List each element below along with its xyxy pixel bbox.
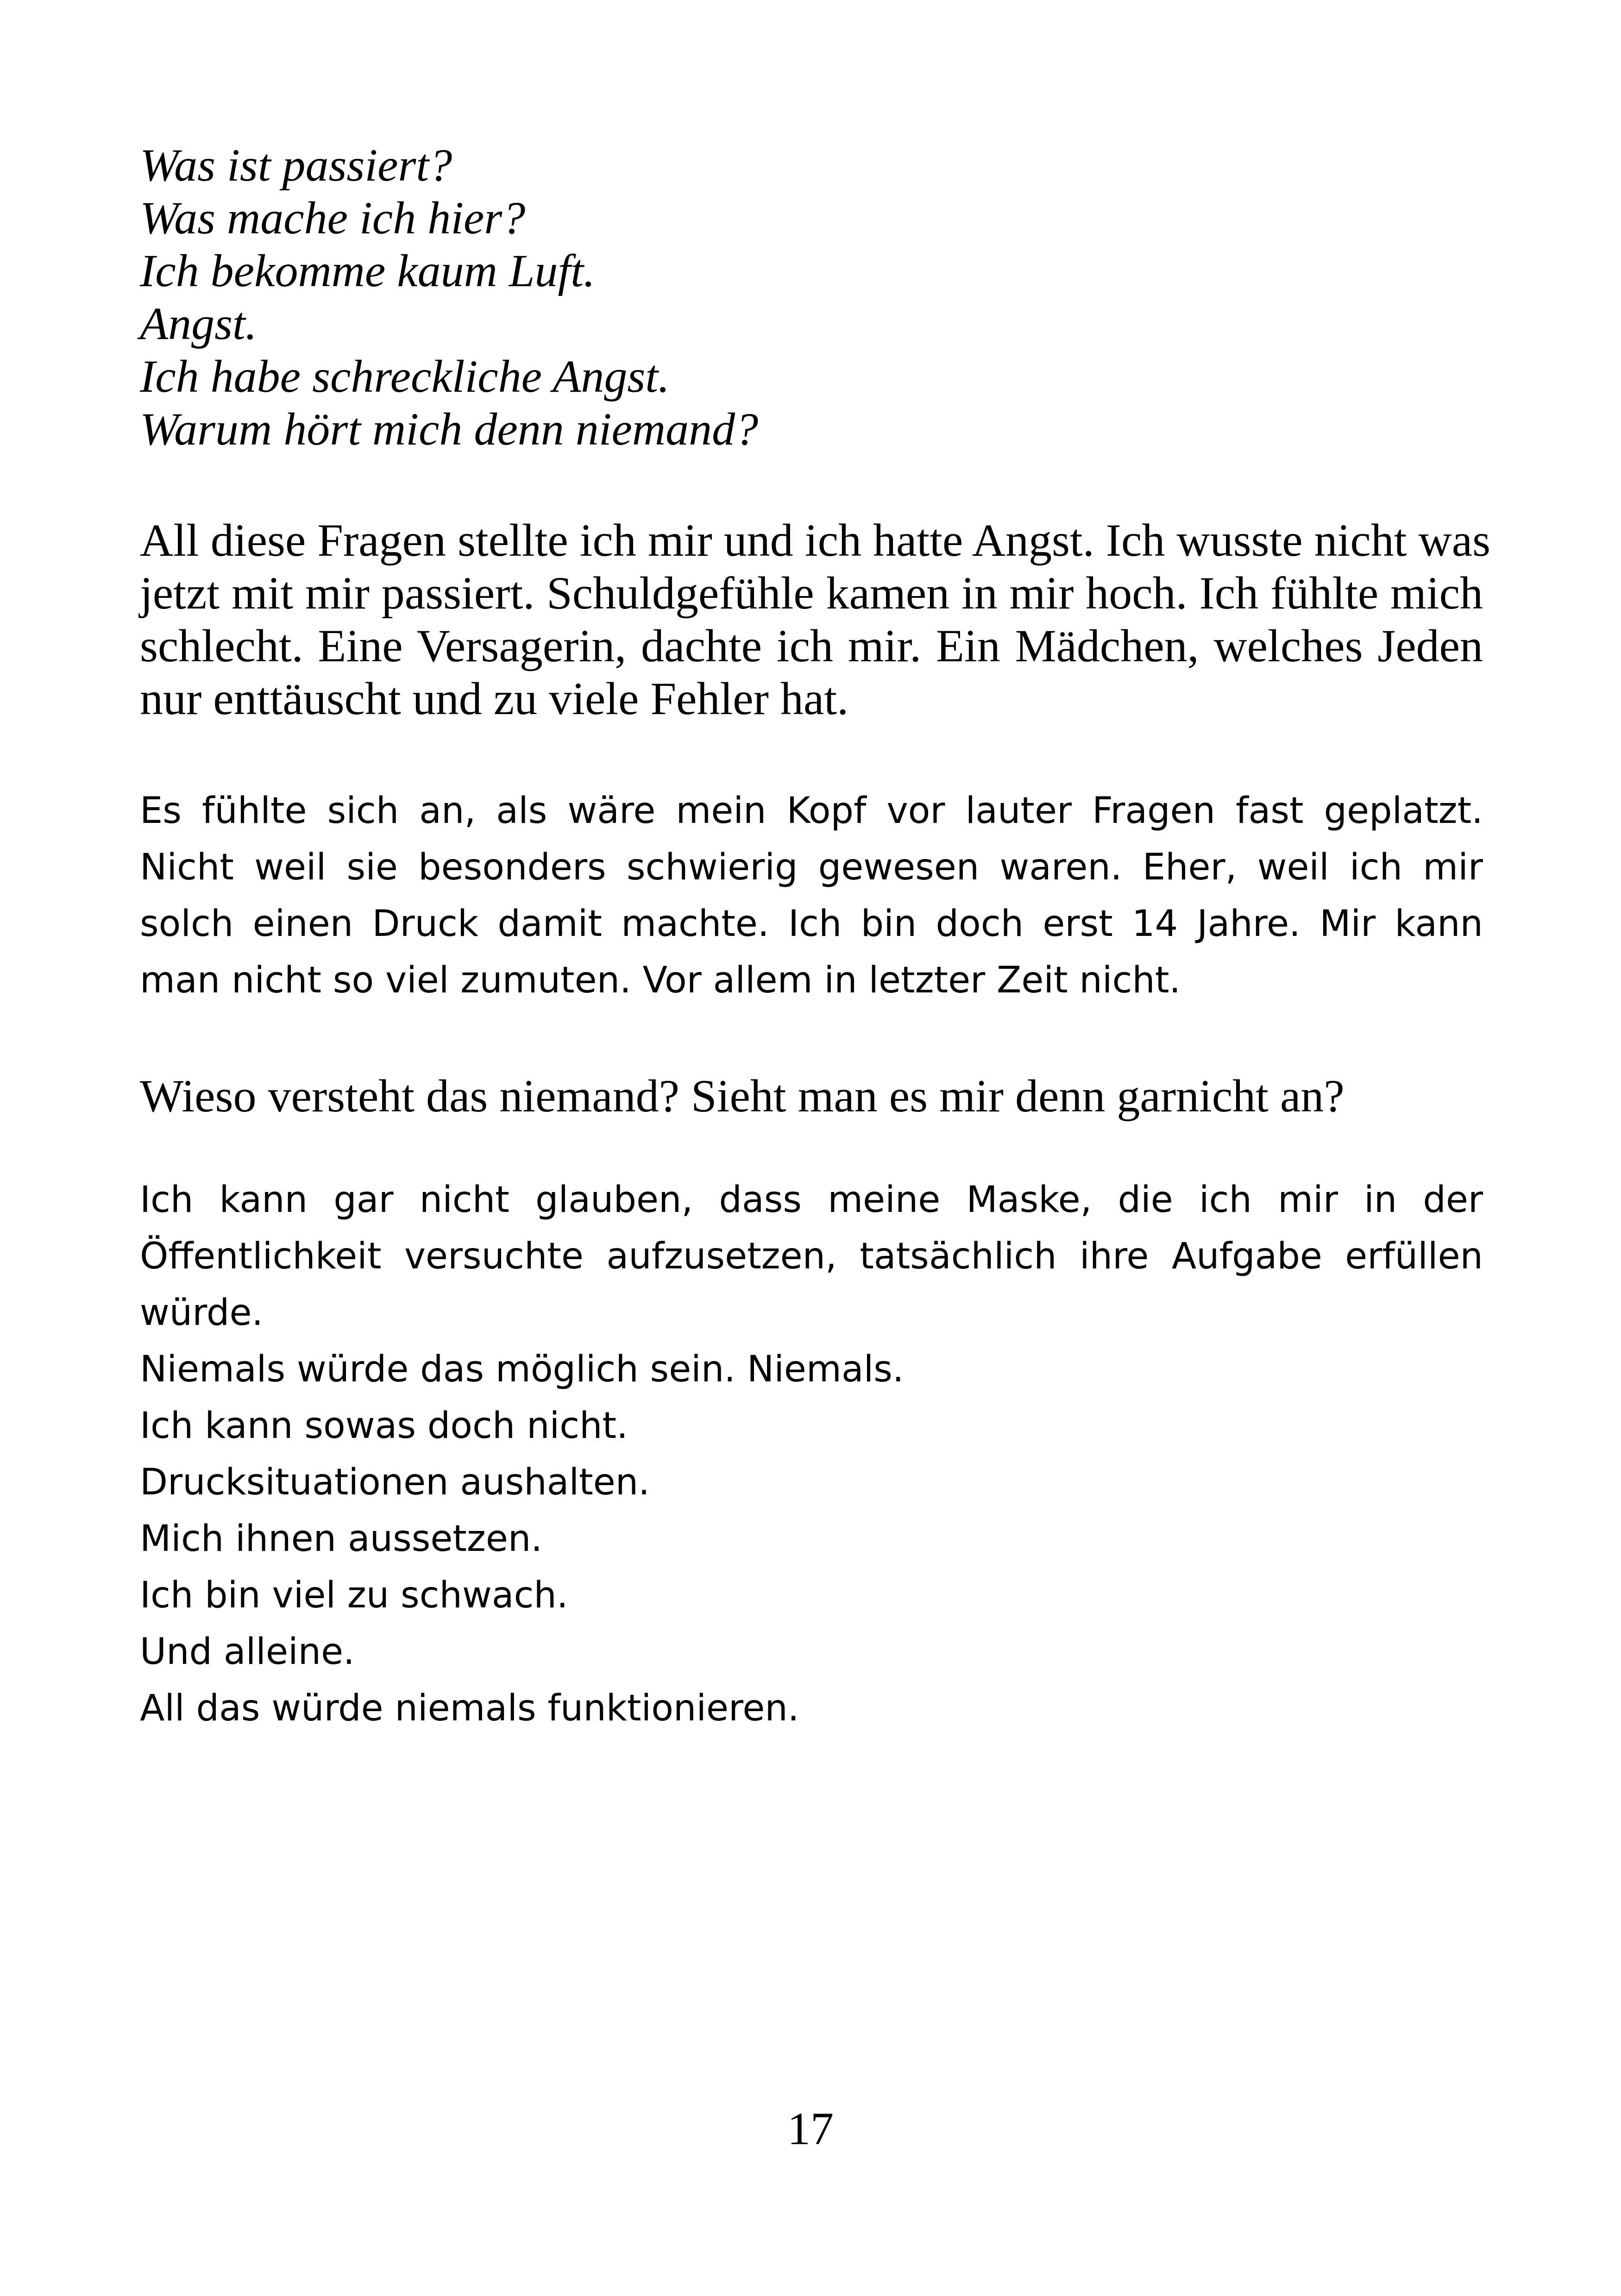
paragraph-line: Niemals würde das möglich sein. Niemals.	[140, 1349, 904, 1390]
paragraph-serif-1	[140, 514, 1491, 725]
paragraph-line: Wieso versteht das niemand? Sieht man es mir denn garnicht an?	[140, 1070, 1345, 1122]
verse-line: Was ist passiert?	[140, 139, 452, 191]
verse-line: Ich bekomme kaum Luft.	[140, 245, 596, 296]
paragraph-line: nur enttäuscht und zu viele Fehler hat.	[140, 673, 849, 724]
paragraph-line: schlecht. Eine Versagerin, dachte ich mir. Ein Mädchen, welches Jeden	[140, 620, 1483, 671]
paragraph-line: solch einen Druck damit machte. Ich bin doch erst 14 Jahre. Mir kann	[140, 903, 1483, 945]
verse-line: Warum hört mich denn niemand?	[140, 403, 759, 455]
paragraph-line: Ich kann gar nicht glauben, dass meine Maske, die ich mir in der	[140, 1179, 1483, 1221]
paragraph-line: Nicht weil sie besonders schwierig gewesen waren. Eher, weil ich mir	[140, 847, 1483, 888]
paragraph-line: Ich bin viel zu schwach.	[140, 1575, 568, 1616]
verse-line: Ich habe schreckliche Angst.	[140, 351, 670, 402]
paragraph-line: würde.	[140, 1292, 264, 1334]
paragraph-sans-2	[140, 1172, 1483, 1737]
paragraph-line: man nicht so viel zumuten. Vor allem in letzter Zeit nicht.	[140, 960, 1181, 1001]
paragraph-serif-2	[140, 1070, 1483, 1123]
paragraph-line: All das würde niemals funktionieren.	[140, 1687, 799, 1729]
paragraph-line: All diese Fragen stellte ich mir und ich hatte Angst. Ich wusste nicht was	[140, 514, 1491, 566]
paragraph-line: Mich ihnen aussetzen.	[140, 1518, 543, 1560]
paragraph-line: Es fühlte sich an, als wäre mein Kopf vor lauter Fragen fast geplatzt.	[140, 790, 1483, 832]
page-number: 17	[787, 2103, 834, 2154]
paragraph-line: jetzt mit mir passiert. Schuldgefühle kamen in mir hoch. Ich fühlte mich	[140, 567, 1483, 619]
paragraph-line: Ich kann sowas doch nicht.	[140, 1405, 628, 1447]
italic-verse	[140, 139, 1483, 456]
verse-line: Angst.	[140, 298, 257, 349]
paragraph-line: Und alleine.	[140, 1631, 355, 1673]
paragraph-line: Drucksituationen aushalten.	[140, 1462, 650, 1503]
paragraph-line: Öffentlichkeit versuchte aufzusetzen, tatsächlich ihre Aufgabe erfüllen	[140, 1236, 1483, 1277]
verse-line: Was mache ich hier?	[140, 192, 526, 244]
paragraph-sans-1	[140, 783, 1483, 1009]
